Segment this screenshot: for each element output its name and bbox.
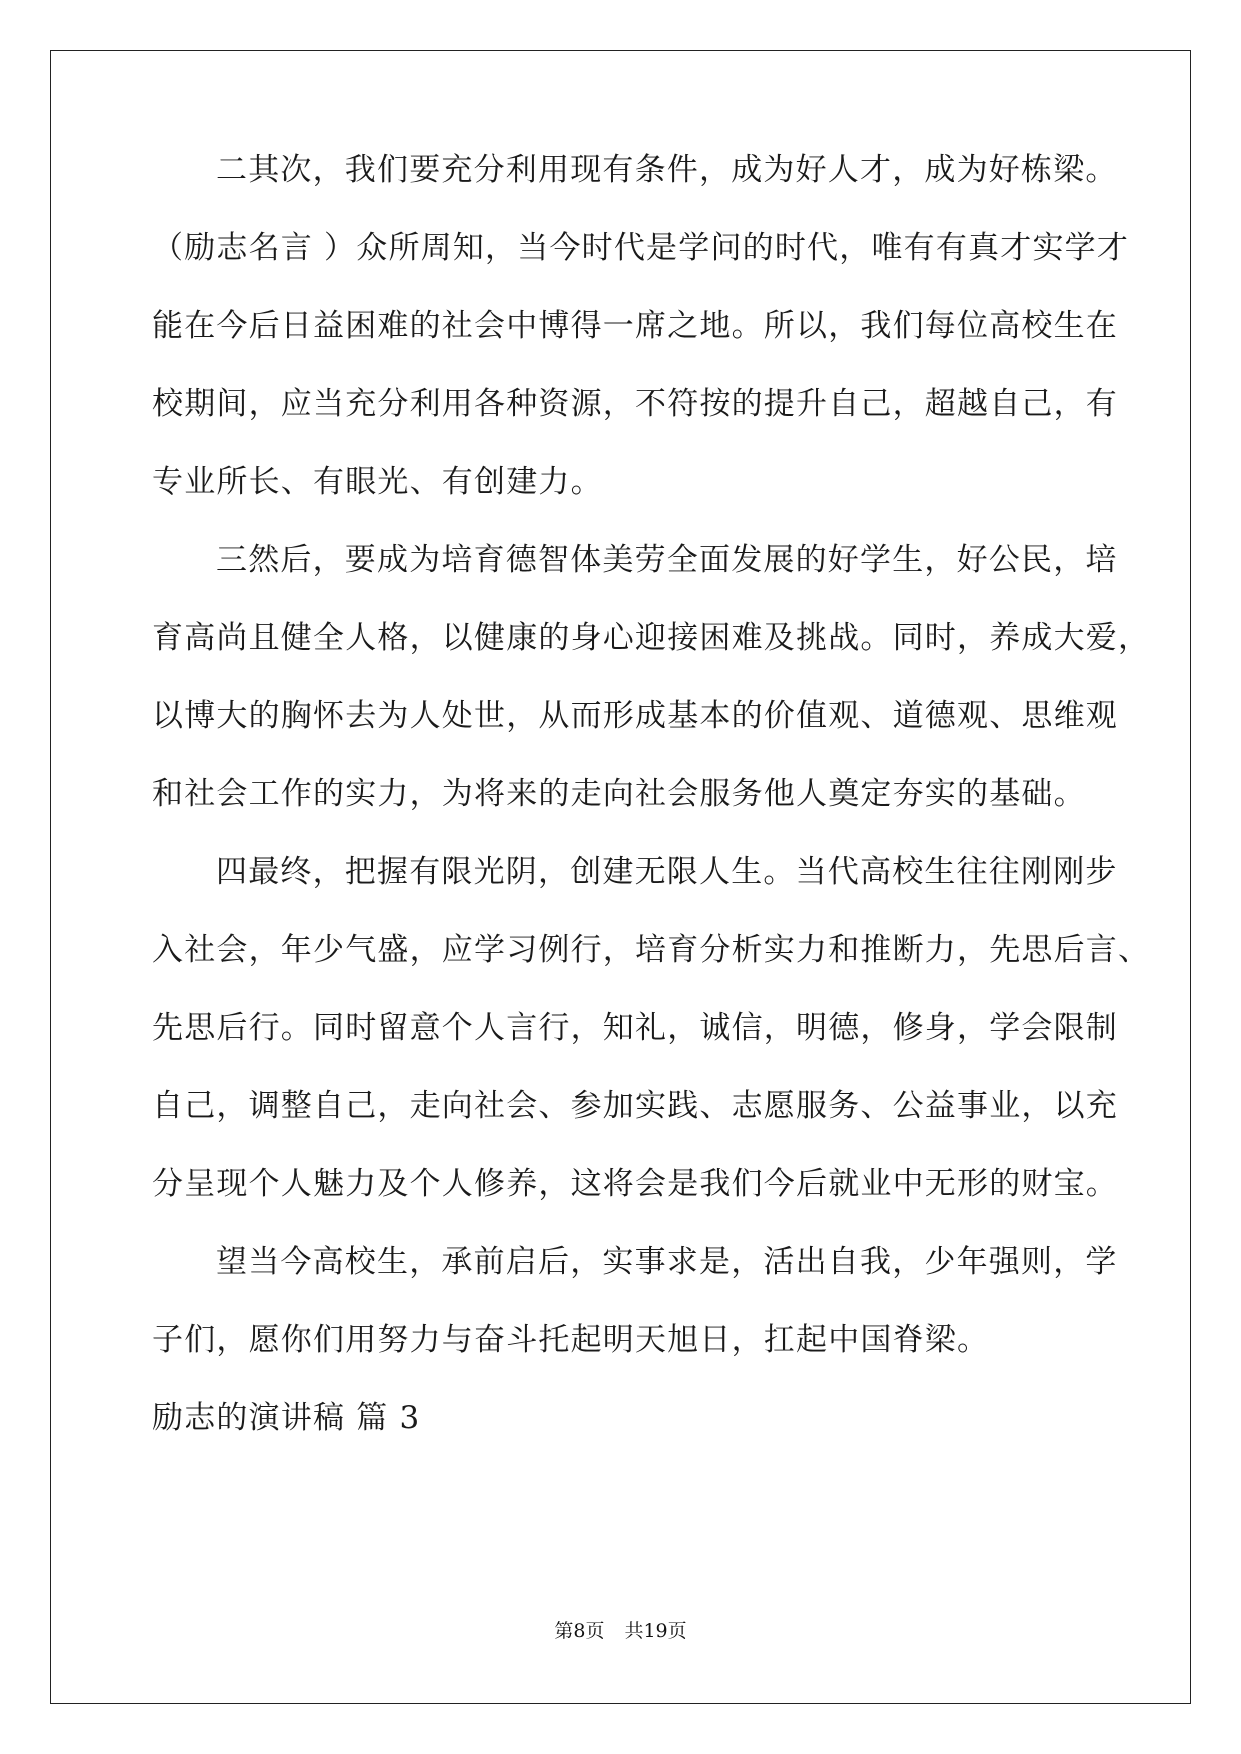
paragraph-line: 和社会工作的实力，为将来的走向社会服务他人奠定夯实的基础。 — [152, 776, 1086, 812]
paragraph-line: 育高尚且健全人格，以健康的身心迎接困难及挑战。同时，养成大爱， — [152, 620, 1151, 656]
paragraph-line: 入社会，年少气盛，应学习例行，培育分析实力和推断力，先思后言、 — [152, 932, 1151, 968]
paragraph-line: 子们，愿你们用努力与奋斗托起明天旭日，扛起中国脊梁。 — [152, 1322, 990, 1358]
page-number: 第8页 — [554, 1620, 605, 1642]
paragraph-line: 先思后行。同时留意个人言行，知礼，诚信，明德，修身，学会限制 — [152, 1010, 1118, 1046]
document-body — [152, 150, 1151, 1476]
page-total: 共19页 — [624, 1620, 687, 1642]
paragraph-line: 专业所长、有眼光、有创建力。 — [152, 464, 603, 500]
paragraph-line: 以博大的胸怀去为人处世，从而形成基本的价值观、道德观、思维观 — [152, 698, 1118, 734]
section-heading: 励志的演讲稿 篇 3 — [152, 1400, 421, 1436]
paragraph-line: 二其次，我们要充分利用现有条件，成为好人才，成为好栋梁。 — [216, 152, 1118, 188]
paragraph-line: 校期间，应当充分利用各种资源，不符按的提升自己，超越自己，有 — [152, 386, 1118, 422]
paragraph-line: 望当今高校生，承前启后，实事求是，活出自我，少年强则，学 — [216, 1244, 1118, 1280]
paragraph-line: 三然后，要成为培育德智体美劳全面发展的好学生，好公民，培 — [216, 542, 1118, 578]
paragraph-line: 能在今后日益困难的社会中博得一席之地。所以，我们每位高校生在 — [152, 308, 1118, 344]
paragraph-line: 分呈现个人魅力及个人修养，这将会是我们今后就业中无形的财宝。 — [152, 1166, 1118, 1202]
paragraph-line: （励志名言 ）众所周知，当今时代是学问的时代，唯有有真才实学才 — [152, 230, 1130, 266]
paragraph-line: 四最终，把握有限光阴，创建无限人生。当代高校生往往刚刚步 — [216, 854, 1118, 890]
page-footer — [0, 1616, 1241, 1643]
paragraph-line: 自己，调整自己，走向社会、参加实践、志愿服务、公益事业，以充 — [152, 1088, 1118, 1124]
